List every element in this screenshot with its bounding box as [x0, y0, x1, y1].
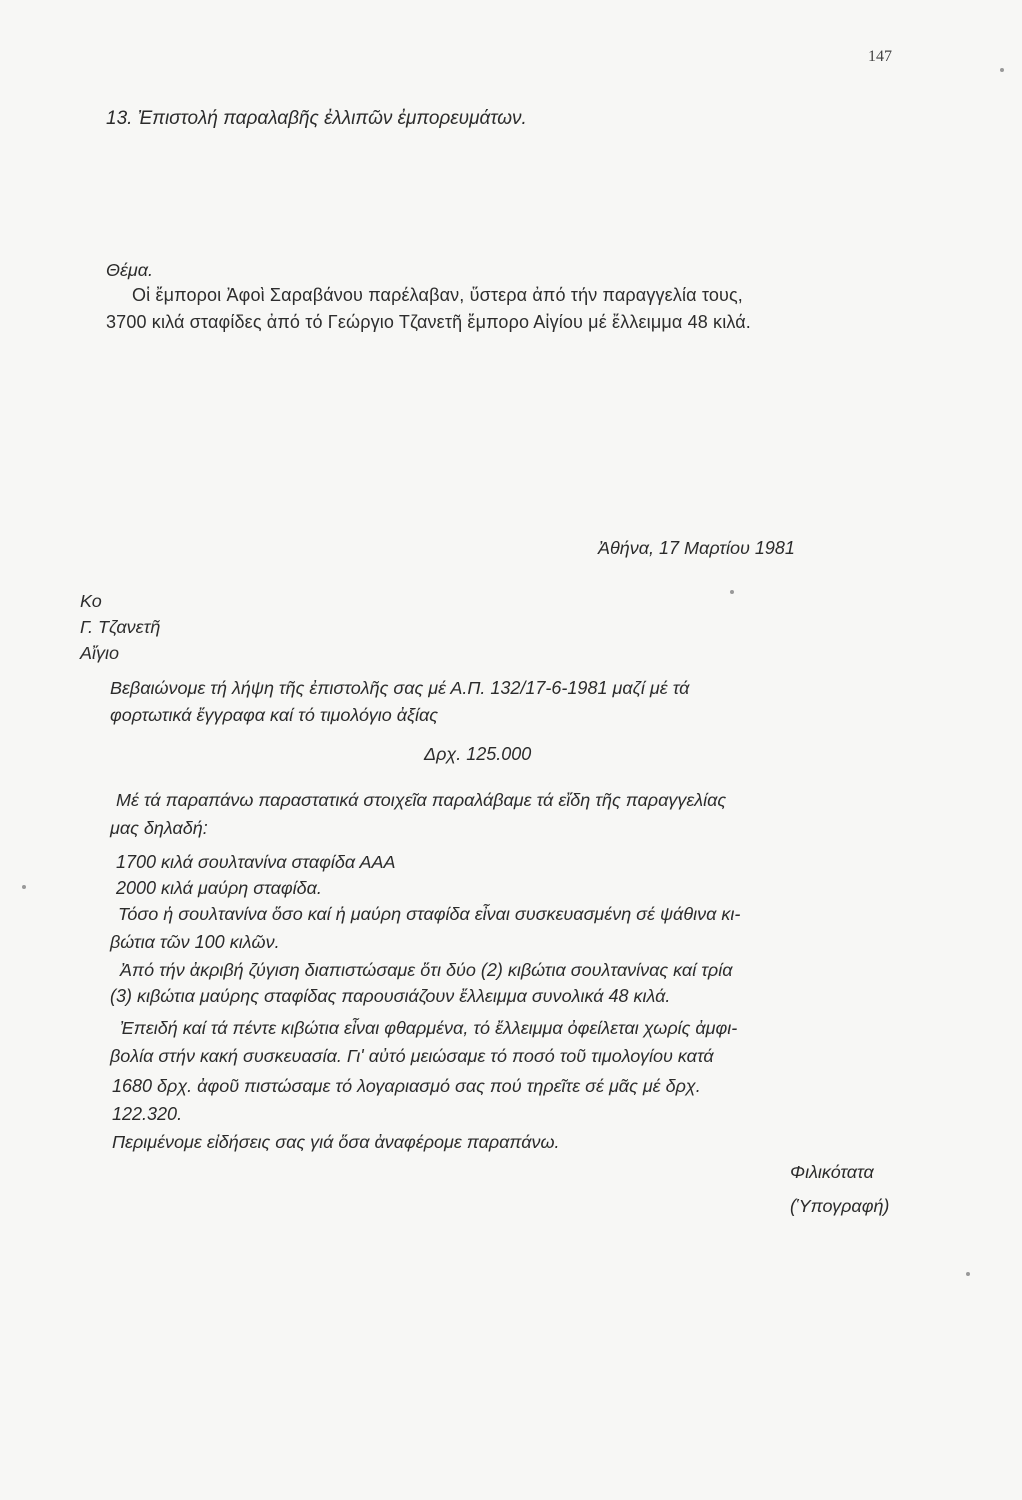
subject-text: [106, 282, 936, 336]
subject-label: Θέμα.: [106, 260, 154, 280]
letter-line: Τόσο ἡ σουλτανίνα ὅσο καί ἡ μαύρη σταφίδα εἶναι συσκευασμένη σέ ψάθινα κι-: [118, 904, 741, 924]
letter-line: βώτια τῶν 100 κιλῶν.: [110, 932, 280, 952]
scan-speck: [1000, 68, 1004, 72]
letter-line: μας δηλαδή:: [110, 818, 208, 838]
scan-speck: [966, 1272, 970, 1276]
goods-item: 2000 κιλά μαύρη σταφίδα.: [116, 878, 322, 898]
closing-phrase: Φιλικότατα: [790, 1162, 874, 1182]
letter-date: Ἀθήνα, 17 Μαρτίου 1981: [598, 538, 795, 558]
addressee-name: Γ. Τζανετῆ: [80, 617, 161, 637]
letter-line: 122.320.: [112, 1104, 183, 1124]
letter-line: (3) κιβώτια μαύρης σταφίδας παρουσιάζουν ἔλλειμμα συνολικά 48 κιλά.: [110, 986, 671, 1006]
letter-line: Ἐπειδή καί τά πέντε κιβώτια εἶναι φθαρμένα, τό ἔλλειμμα ὀφείλεται χωρίς ἀμφι-: [120, 1018, 738, 1038]
letter-line: Μέ τά παραπάνω παραστατικά στοιχεῖα παραλάβαμε τά εἴδη τῆς παραγγελίας: [116, 790, 727, 810]
addressee-city: Αἴγιο: [80, 643, 120, 663]
letter-line: φορτωτικά ἔγγραφα καί τό τιμολόγιο ἀξίας: [110, 705, 439, 725]
goods-item: 1700 κιλά σουλτανίνα σταφίδα ΑΑΑ: [116, 852, 396, 872]
addressee-title: Κο: [80, 591, 102, 611]
page-number: 147: [868, 48, 892, 65]
invoice-amount: Δρχ. 125.000: [424, 744, 532, 764]
signature-placeholder: (Ὑπογραφή): [790, 1196, 890, 1216]
letter-line: Ἀπό τήν ἀκριβή ζύγιση διαπιστώσαμε ὅτι δύο (2) κιβώτια σουλτανίνας καί τρία: [120, 960, 733, 980]
letter-line: Περιμένομε εἰδήσεις σας γιά ὅσα ἀναφέρομε παραπάνω.: [112, 1132, 560, 1152]
subject-line-2: 3700 κιλά σταφίδες ἀπό τό Γεώργιο Τζανετῆ ἔμπορο Αἰγίου μέ ἔλλειμμα 48 κιλά.: [106, 312, 751, 332]
scan-speck: [22, 885, 26, 889]
letter-line: βολία στήν κακή συσκευασία. Γι' αὐτό μειώσαμε τό ποσό τοῦ τιμολογίου κατά: [110, 1046, 714, 1066]
scan-speck: [730, 590, 734, 594]
addressee-block: [80, 588, 160, 666]
letter-line: 1680 δρχ. ἀφοῦ πιστώσαμε τό λογαριασμό σας πού τηρεῖτε σέ μᾶς μέ δρχ.: [112, 1076, 701, 1096]
letter-line: Βεβαιώνομε τή λήψη τῆς ἐπιστολῆς σας μέ Α.Π. 132/17-6-1981 μαζί μέ τά: [110, 678, 690, 698]
subject-line-1: Οἱ ἔμποροι Ἀφοὶ Σαραβάνου παρέλαβαν, ὕστερα ἀπό τήν παραγγελία τους,: [132, 285, 743, 305]
section-heading: 13. Ἐπιστολή παραλαβῆς ἐλλιπῶν ἐμπορευμάτων.: [106, 108, 527, 129]
